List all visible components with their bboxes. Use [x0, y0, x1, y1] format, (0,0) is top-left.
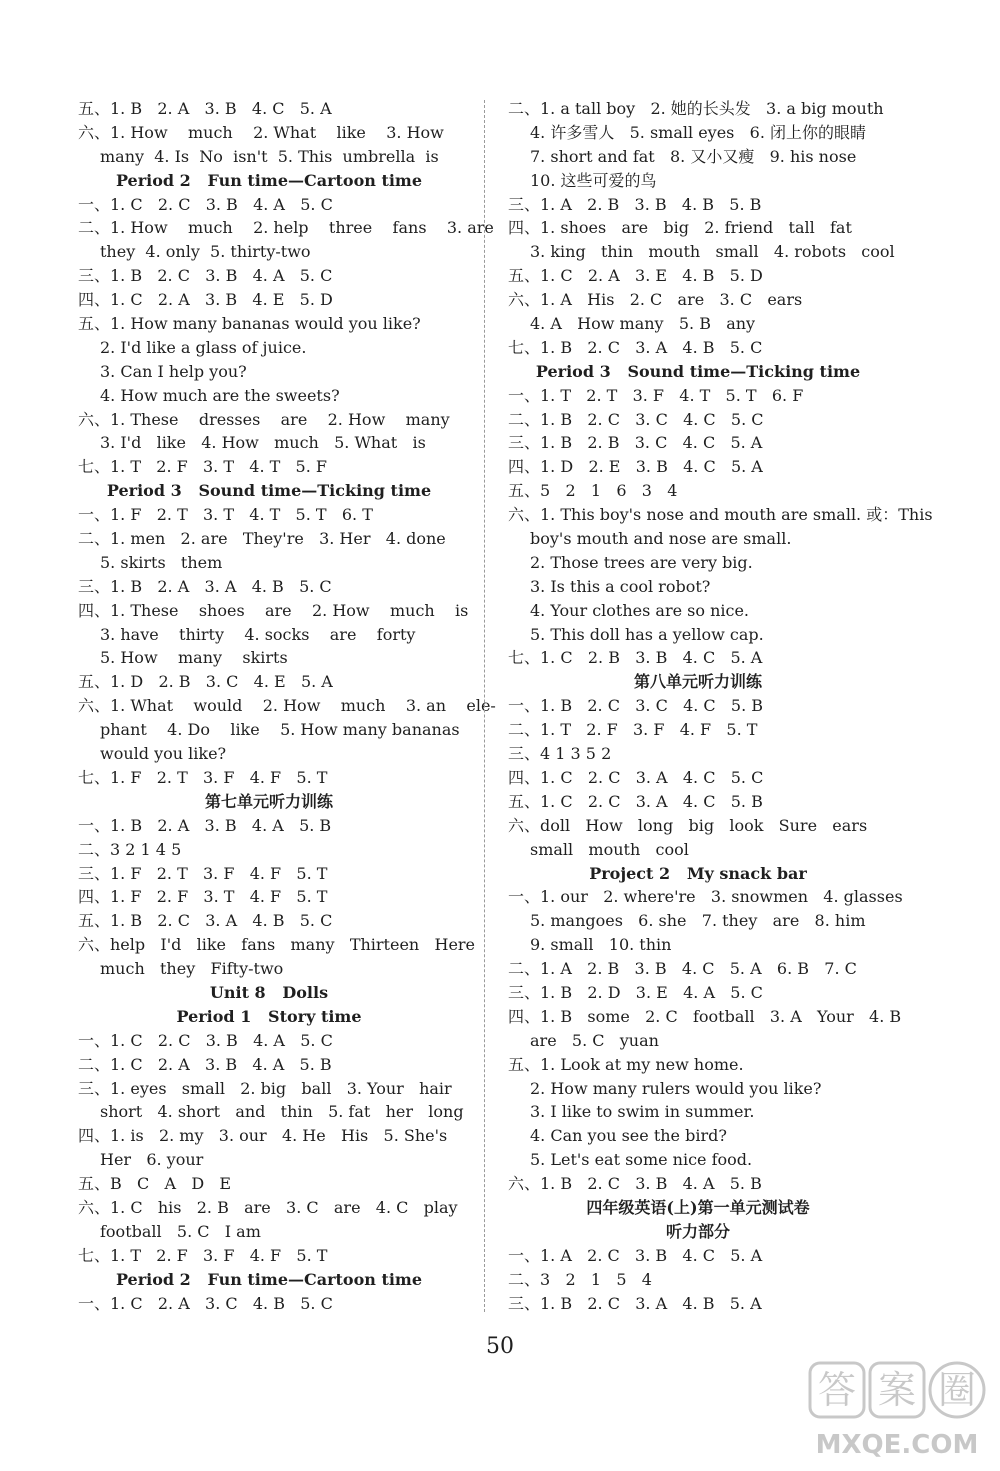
- section-heading: 第七单元听力训练: [204, 791, 333, 811]
- answer-line: 4. Your clothes are so nice.: [530, 600, 750, 620]
- answer-line: 四、1. F 2. F 3. T 4. F 5. T: [78, 887, 328, 907]
- answer-line: 一、1. B 2. C 3. C 4. C 5. B: [508, 696, 764, 716]
- answer-line: 四、1. D 2. E 3. B 4. C 5. A: [508, 457, 763, 477]
- answer-line: 六、1. These dresses are 2. How many: [78, 409, 450, 429]
- answer-line: 五、1. C 2. C 3. A 4. C 5. B: [508, 791, 763, 811]
- answer-line: 四、1. C 2. C 3. A 4. C 5. C: [508, 767, 764, 787]
- column-divider: [484, 100, 485, 1312]
- answer-line: 五、1. How many bananas would you like?: [78, 314, 421, 334]
- answer-line: 二、1. B 2. C 3. C 4. C 5. C: [508, 409, 764, 429]
- answer-line: 一、1. C 2. A 3. C 4. B 5. C: [78, 1293, 333, 1313]
- answer-line: 五、1. D 2. B 3. C 4. E 5. A: [78, 672, 333, 692]
- answer-line: 六、1. This boy's nose and mouth are small. 或：This: [508, 505, 933, 525]
- answer-line: 二、1. How much 2. help three fans 3. are: [78, 218, 494, 238]
- answer-line: 五、1. Look at my new home.: [508, 1054, 744, 1074]
- answer-line: 六、1. What would 2. How much 3. an ele-: [78, 696, 496, 716]
- answer-line: 3. Is this a cool robot?: [530, 576, 711, 596]
- section-heading: 听力部分: [665, 1221, 730, 1241]
- answer-line: 三、1. B 2. D 3. E 4. A 5. C: [508, 982, 763, 1002]
- answer-line: 2. I'd like a glass of juice.: [100, 337, 307, 357]
- answer-line: 六、doll How long big look Sure ears: [508, 815, 868, 835]
- answer-line: 一、1. B 2. A 3. B 4. A 5. B: [78, 815, 332, 835]
- watermark-char-3: 圈: [937, 1368, 977, 1412]
- watermark-url: MXQE.COM: [815, 1430, 979, 1460]
- answer-line: 七、1. F 2. T 3. F 4. F 5. T: [78, 767, 328, 787]
- answer-line: 一、1. C 2. C 3. B 4. A 5. C: [78, 1030, 333, 1050]
- watermark-char-1: 答: [817, 1368, 857, 1412]
- answer-line: 10. 这些可爱的鸟: [530, 170, 657, 190]
- answer-line: 六、1. How much 2. What like 3. How: [78, 122, 444, 142]
- answer-line: 5. How many skirts: [100, 648, 288, 668]
- answer-line: 7. short and fat 8. 又小又瘦 9. his nose: [530, 146, 857, 166]
- answer-line: 二、1. men 2. are They're 3. Her 4. done: [78, 529, 446, 549]
- answer-line: 六、1. C his 2. B are 3. C are 4. C play: [78, 1197, 458, 1217]
- right-column: [508, 97, 933, 1315]
- section-heading: 第八单元听力训练: [633, 672, 762, 692]
- section-heading: 四年级英语(上)第一单元测试卷: [586, 1197, 810, 1217]
- answer-line: much they Fifty-two: [100, 959, 284, 979]
- answer-line: 一、1. F 2. T 3. T 4. T 5. T 6. T: [78, 505, 373, 525]
- answer-line: 七、1. B 2. C 3. A 4. B 5. C: [508, 337, 763, 357]
- answer-line: 三、1. B 2. C 3. B 4. A 5. C: [78, 266, 333, 286]
- answer-line: 三、1. B 2. B 3. C 4. C 5. A: [508, 433, 763, 453]
- section-heading: Period 3 Sound time—Ticking time: [535, 361, 861, 381]
- answer-line: 六、1. B 2. C 3. B 4. A 5. B: [508, 1174, 762, 1194]
- answer-line: 5. This doll has a yellow cap.: [530, 624, 764, 644]
- answer-line: 四、1. is 2. my 3. our 4. He His 5. She's: [78, 1126, 448, 1146]
- answer-line: 5. Let's eat some nice food.: [530, 1150, 753, 1170]
- answer-line: 3. I'd like 4. How much 5. What is: [100, 433, 426, 453]
- answer-line: boy's mouth and nose are small.: [530, 529, 792, 549]
- answer-line: 4. A How many 5. B any: [530, 314, 756, 334]
- answer-line: 2. How many rulers would you like?: [530, 1078, 822, 1098]
- answer-line: 9. small 10. thin: [530, 935, 672, 955]
- answer-line: football 5. C I am: [100, 1221, 261, 1241]
- answer-line: 四、1. C 2. A 3. B 4. E 5. D: [78, 290, 333, 310]
- left-column: [78, 97, 496, 1315]
- section-heading: Period 1 Story time: [176, 1006, 362, 1026]
- answer-line: 二、1. a tall boy 2. 她的长头发 3. a big mouth: [508, 99, 884, 118]
- answer-line: 三、1. A 2. B 3. B 4. B 5. B: [508, 194, 762, 214]
- answer-line: 三、1. eyes small 2. big ball 3. Your hair: [78, 1078, 452, 1098]
- answer-line: 4. Can you see the bird?: [530, 1126, 727, 1146]
- answer-line: 2. Those trees are very big.: [530, 552, 753, 572]
- answer-line: 一、1. our 2. where're 3. snowmen 4. glasses: [508, 887, 903, 907]
- answer-line: 七、1. T 2. F 3. T 4. T 5. F: [78, 457, 328, 477]
- answer-line: 3. have thirty 4. socks are forty: [100, 624, 416, 644]
- answer-line: 三、4 1 3 5 2: [508, 744, 612, 764]
- answer-line: would you like?: [100, 744, 227, 764]
- answer-line: 四、1. B some 2. C football 3. A Your 4. B: [508, 1006, 902, 1026]
- watermark-logo: [802, 1355, 992, 1465]
- answer-line: 三、1. B 2. C 3. A 4. B 5. A: [508, 1293, 762, 1313]
- answer-line: small mouth cool: [530, 839, 689, 859]
- answer-line: 一、1. C 2. C 3. B 4. A 5. C: [78, 194, 333, 214]
- answer-line: 3. king thin mouth small 4. robots cool: [530, 242, 895, 262]
- answer-line: 二、1. C 2. A 3. B 4. A 5. B: [78, 1054, 332, 1074]
- answer-line: 五、1. B 2. C 3. A 4. B 5. C: [78, 911, 333, 931]
- section-heading: Project 2 My snack bar: [589, 863, 807, 883]
- answer-line: 三、1. F 2. T 3. F 4. F 5. T: [78, 863, 328, 883]
- section-heading: Unit 8 Dolls: [209, 982, 329, 1002]
- answer-line: 六、help I'd like fans many Thirteen Here: [78, 935, 476, 955]
- answer-line: 4. How much are the sweets?: [100, 385, 340, 405]
- answer-line: 5. skirts them: [100, 552, 223, 572]
- answer-line: Her 6. your: [100, 1150, 204, 1170]
- answer-line: many 4. Is No isn't 5. This umbrella is: [100, 146, 439, 166]
- answer-line: 5. mangoes 6. she 7. they are 8. him: [530, 911, 866, 931]
- answer-line: 六、1. A His 2. C are 3. C ears: [508, 290, 803, 310]
- section-heading: Period 2 Fun time—Cartoon time: [115, 170, 423, 190]
- answer-line: 四、1. These shoes are 2. How much is: [78, 600, 469, 620]
- answer-line: they 4. only 5. thirty-two: [100, 242, 311, 262]
- answer-line: 3. I like to swim in summer.: [530, 1102, 755, 1122]
- answer-line: 二、3 2 1 5 4: [508, 1269, 652, 1289]
- answer-line: are 5. C yuan: [530, 1030, 659, 1050]
- watermark-char-2: 案: [877, 1368, 917, 1412]
- answer-line: 五、5 2 1 6 3 4: [508, 481, 678, 501]
- answer-line: 五、1. B 2. A 3. B 4. C 5. A: [78, 99, 332, 118]
- answer-line: 4. 许多雪人 5. small eyes 6. 闭上你的眼睛: [530, 122, 867, 142]
- answer-line: 五、1. C 2. A 3. E 4. B 5. D: [508, 266, 763, 286]
- answer-line: 二、1. A 2. B 3. B 4. C 5. A 6. B 7. C: [508, 959, 857, 979]
- section-heading: Period 3 Sound time—Ticking time: [106, 481, 432, 501]
- answer-line: 一、1. A 2. C 3. B 4. C 5. A: [508, 1245, 763, 1265]
- answer-line: phant 4. Do like 5. How many bananas: [100, 720, 460, 740]
- answer-line: 3. Can I help you?: [100, 361, 247, 381]
- answer-line: short 4. short and thin 5. fat her long: [100, 1102, 464, 1122]
- section-heading: Period 2 Fun time—Cartoon time: [115, 1269, 423, 1289]
- answer-line: 七、1. T 2. F 3. F 4. F 5. T: [78, 1245, 328, 1265]
- page-number: 50: [486, 1334, 514, 1359]
- answer-line: 一、1. T 2. T 3. F 4. T 5. T 6. F: [508, 385, 804, 405]
- answer-line: 五、B C A D E: [78, 1174, 232, 1194]
- answer-line: 二、1. T 2. F 3. F 4. F 5. T: [508, 720, 758, 740]
- answer-line: 四、1. shoes are big 2. friend tall fat: [508, 218, 852, 238]
- answer-line: 二、3 2 1 4 5: [78, 839, 182, 859]
- answer-line: 三、1. B 2. A 3. A 4. B 5. C: [78, 576, 332, 596]
- answer-line: 七、1. C 2. B 3. B 4. C 5. A: [508, 648, 763, 668]
